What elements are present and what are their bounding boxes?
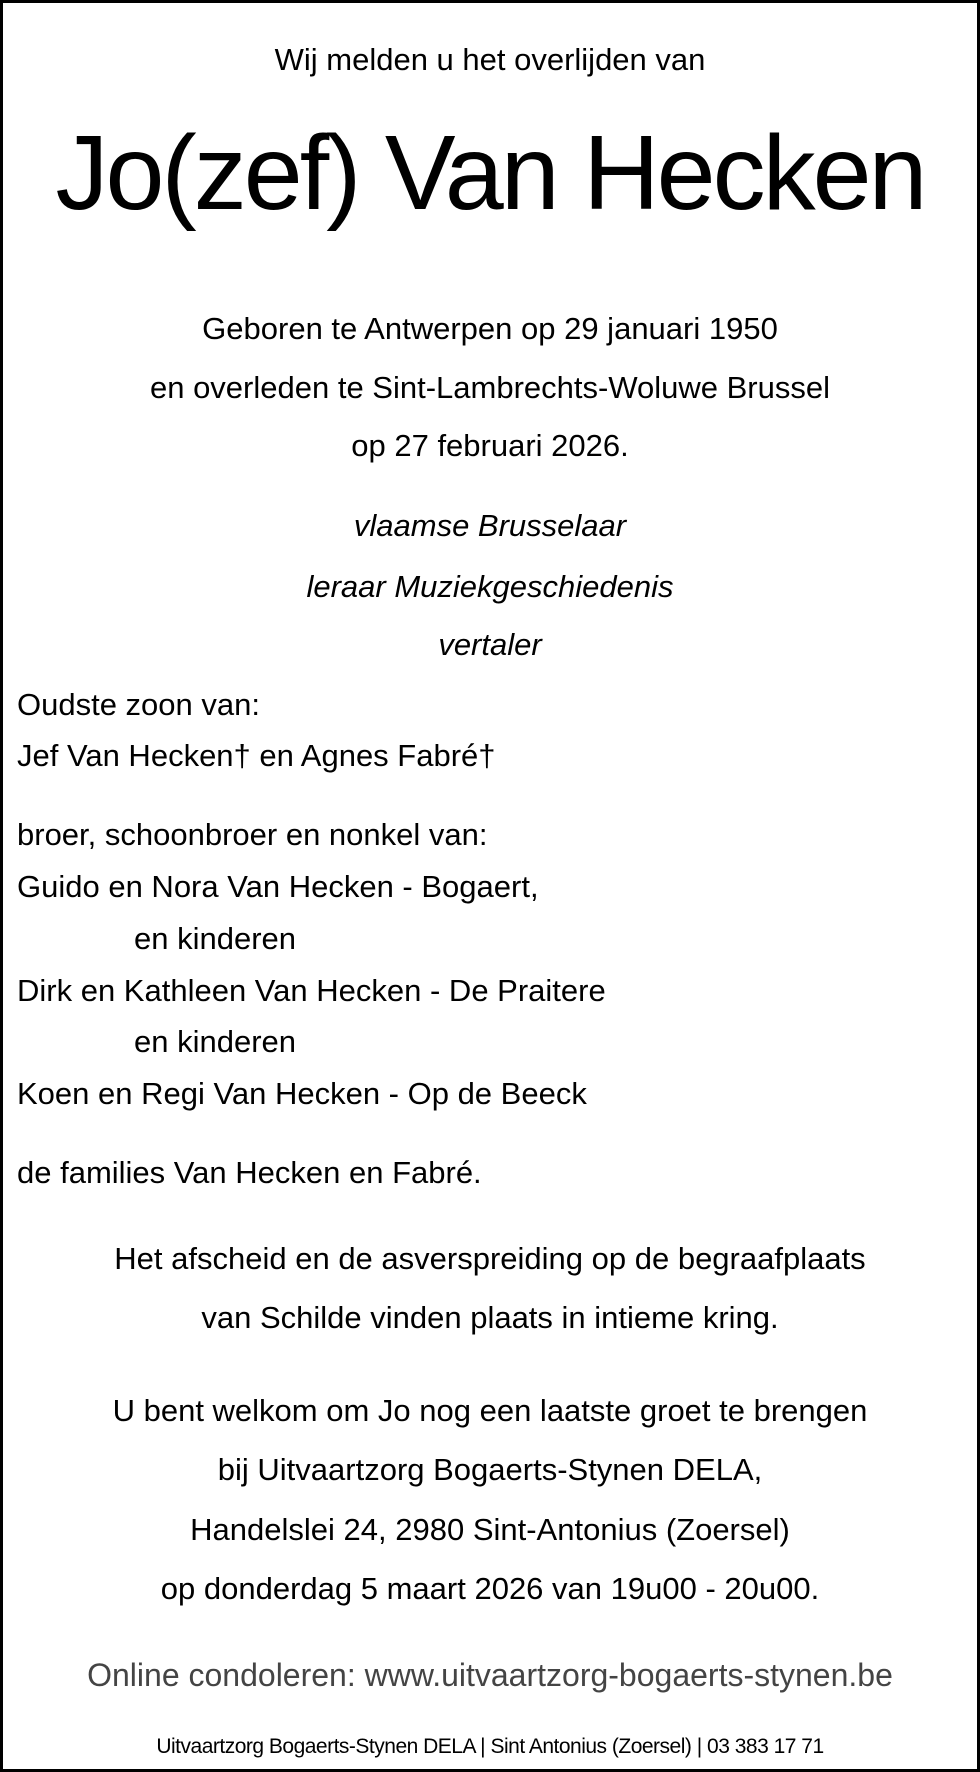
deceased-name: Jo(zef) Van Hecken: [55, 114, 925, 232]
sibling-line: Guido en Nora Van Hecken - Bogaert,: [17, 869, 539, 904]
role-line: vlaamse Brusselaar: [353, 508, 627, 543]
role-line: leraar Muziekgeschiedenis: [306, 569, 674, 604]
siblings-heading: broer, schoonbroer en nonkel van:: [17, 817, 488, 852]
birth-line: Geboren te Antwerpen op 29 januari 1950: [202, 311, 778, 346]
parents-heading: Oudste zoon van:: [17, 687, 260, 722]
online-condolence-link[interactable]: Online condoleren: www.uitvaartzorg-bogaerts-stynen.be: [87, 1657, 893, 1693]
role-line: vertaler: [438, 627, 542, 662]
visit-line: bij Uitvaartzorg Bogaerts-Stynen DELA,: [217, 1452, 763, 1487]
visit-line: U bent welkom om Jo nog een laatste groet te brengen: [112, 1393, 868, 1428]
visit-date: op donderdag 5 maart 2026 van 19u00 - 20u00.: [160, 1571, 820, 1606]
visit-address: Handelslei 24, 2980 Sint-Antonius (Zoersel): [190, 1512, 790, 1547]
sibling-children: en kinderen: [134, 921, 297, 956]
footer-contact: Uitvaartzorg Bogaerts-Stynen DELA | Sint Antonius (Zoersel) | 03 383 17 71: [156, 1735, 824, 1758]
farewell-line: van Schilde vinden plaats in intieme kring.: [201, 1300, 779, 1335]
sibling-line: Koen en Regi Van Hecken - Op de Beeck: [17, 1076, 587, 1111]
death-place-line: en overleden te Sint-Lambrechts-Woluwe Brussel: [149, 370, 831, 405]
intro-text: Wij melden u het overlijden van: [274, 42, 706, 77]
sibling-line: Dirk en Kathleen Van Hecken - De Praitere: [17, 973, 606, 1008]
families-line: de families Van Hecken en Fabré.: [17, 1155, 482, 1190]
parents-names: Jef Van Hecken† en Agnes Fabré†: [17, 738, 496, 773]
farewell-line: Het afscheid en de asverspreiding op de begraafplaats: [114, 1241, 866, 1276]
sibling-children: en kinderen: [134, 1024, 297, 1059]
death-date-line: op 27 februari 2026.: [351, 428, 629, 463]
